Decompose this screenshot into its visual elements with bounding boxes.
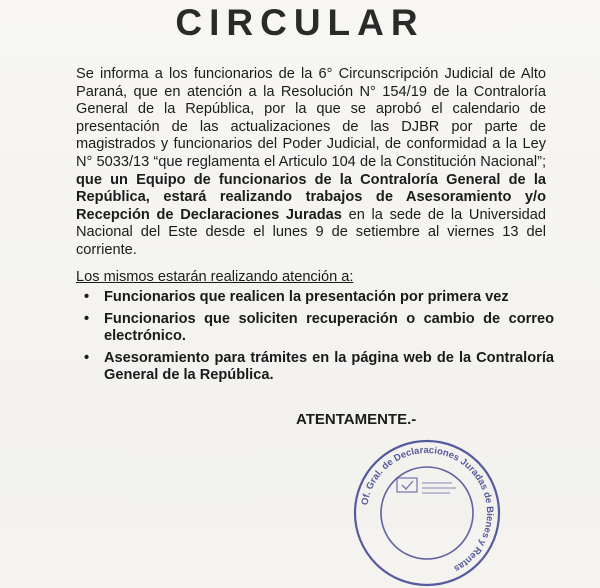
list-heading: Los mismos estarán realizando atención a: [76,269,354,285]
bullet-icon: • [84,289,90,305]
list-item-text: Funcionarios que realicen la presentación por primera vez [104,289,509,305]
svg-text:Of. Gral. de Declaraciones Jur [360,445,496,574]
list-item-text: Funcionarios que soliciten recuperación o cambio de correo electrónico. [104,310,554,345]
closing-text: ATENTAMENTE.- [296,411,417,428]
list-item [84,311,554,346]
list-item [84,350,554,385]
main-paragraph [76,66,546,260]
document-title: CIRCULAR [175,2,425,43]
list-item [84,289,554,307]
paragraph-intro: Se informa a los funcionarios de la 6° Circunscripción Judicial de Alto Paraná, que en atención a la Resolución N° 154/19 de la Contraloría General de la República, por la que se aprobó el calendario de presentación de las actualizaciones de las DJBR por parte de magistrados y funcionarios del Poder Judicial, de conformidad a la Ley N° 5033/13 “que reglamenta el Articulo 104 de la Constitución Nacional”; [76,66,546,170]
list-item-text: Asesoramiento para trámites en la página web de la Contraloría General de la República. [104,349,554,384]
attention-list [84,289,554,389]
paragraph-end: en la sede de la Universidad Nacional del Este desde el lunes 9 de setiembre al viernes 13 del corriente. [76,206,546,258]
bullet-icon: • [84,310,90,327]
bullet-icon: • [84,349,90,366]
paragraph-bold: que un Equipo de funcionarios de la Contraloría General de la República, estará realizando trabajos de Asesoramiento y/o Recepción de Declaraciones Juradas [76,171,546,223]
stamp-text: Of. Gral. de Declaraciones Juradas de Bienes y Rentas [359,444,496,575]
official-stamp-icon [352,438,502,588]
